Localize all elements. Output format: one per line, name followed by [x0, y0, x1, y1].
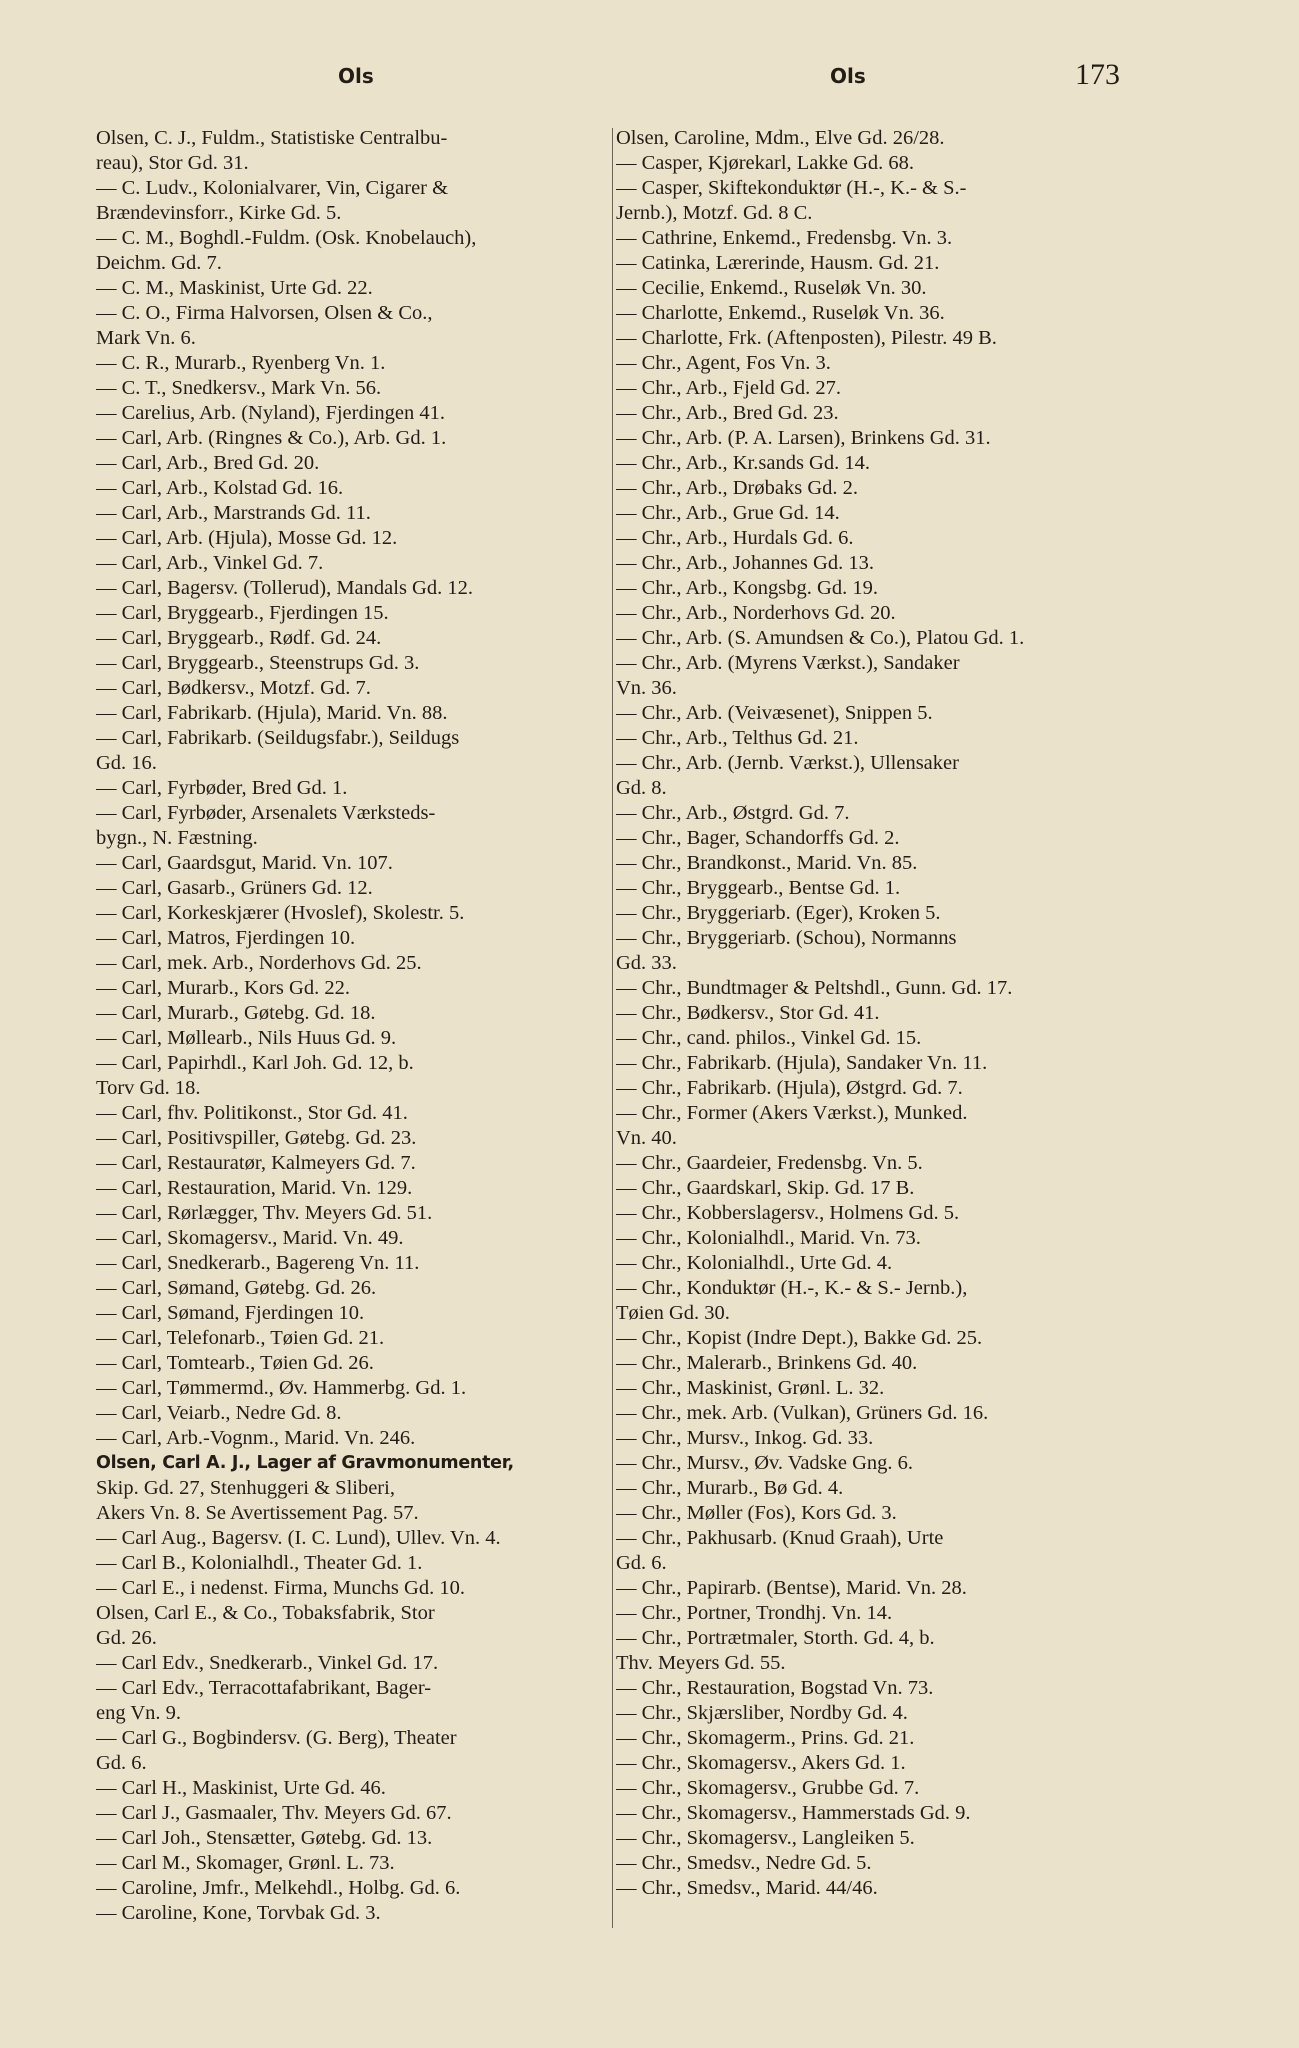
directory-line: — Carl, Rørlægger, Thv. Meyers Gd. 51. — [96, 1202, 433, 1224]
directory-line: — Casper, Kjørekarl, Lakke Gd. 68. — [616, 152, 915, 174]
directory-line: — Carl, Matros, Fjerdingen 10. — [96, 927, 356, 949]
directory-line: — Chr., Murarb., Bø Gd. 4. — [616, 1477, 844, 1499]
directory-line: — Chr., Arb., Drøbaks Gd. 2. — [616, 477, 859, 499]
directory-line: — Carl Aug., Bagersv. (I. C. Lund), Ullev. Vn. 4. — [96, 1527, 501, 1549]
directory-line: — Carl, Snedkerarb., Bagereng Vn. 11. — [96, 1252, 420, 1274]
directory-line: — Catinka, Lærerinde, Hausm. Gd. 21. — [616, 252, 940, 274]
directory-line: Skip. Gd. 27, Stenhuggeri & Sliberi, — [96, 1477, 395, 1499]
directory-line: — Carl, Arb., Bred Gd. 20. — [96, 452, 320, 474]
directory-line: — Carl, Gasarb., Grüners Gd. 12. — [96, 877, 373, 899]
directory-line: — Chr., Fabrikarb. (Hjula), Østgrd. Gd. 7. — [616, 1077, 963, 1099]
directory-line: — Carl, Arb., Vinkel Gd. 7. — [96, 552, 324, 574]
directory-line: Olsen, C. J., Fuldm., Statistiske Centralbu- — [96, 127, 448, 149]
directory-line: — Carl, Fabrikarb. (Seildugsfabr.), Seildugs — [96, 727, 460, 749]
directory-line: Torv Gd. 18. — [96, 1077, 201, 1099]
directory-line: — Chr., Bryggeriarb. (Schou), Normanns — [616, 927, 957, 949]
directory-line: — Chr., Portrætmaler, Storth. Gd. 4, b. — [616, 1627, 935, 1649]
directory-line: — Chr., Gaardeier, Fredensbg. Vn. 5. — [616, 1152, 923, 1174]
directory-line: — Caroline, Kone, Torvbak Gd. 3. — [96, 1902, 381, 1924]
directory-line: — Carl E., i nedenst. Firma, Munchs Gd. 10. — [96, 1577, 465, 1599]
directory-line: — Chr., Bødkersv., Stor Gd. 41. — [616, 1002, 880, 1024]
directory-line: — Chr., Konduktør (H.-, K.- & S.- Jernb.), — [616, 1277, 968, 1299]
page-number: 173 — [1075, 58, 1120, 91]
directory-line: bygn., N. Fæstning. — [96, 827, 258, 849]
directory-line: — Carl, Bryggearb., Rødf. Gd. 24. — [96, 627, 382, 649]
directory-line: — Chr., Arb., Telthus Gd. 21. — [616, 727, 859, 749]
directory-line: — Chr., Brandkonst., Marid. Vn. 85. — [616, 852, 918, 874]
directory-line: eng Vn. 9. — [96, 1702, 182, 1724]
directory-line: — Carl H., Maskinist, Urte Gd. 46. — [96, 1777, 386, 1799]
directory-line: — Chr., Maskinist, Grønl. L. 32. — [616, 1377, 885, 1399]
directory-line: — Chr., Arb., Kongsbg. Gd. 19. — [616, 577, 878, 599]
directory-line: — Carl Joh., Stensætter, Gøtebg. Gd. 13. — [96, 1827, 433, 1849]
directory-line: — Carl, Bryggearb., Fjerdingen 15. — [96, 602, 389, 624]
directory-line: — Carl, Fyrbøder, Bred Gd. 1. — [96, 777, 348, 799]
directory-line: — Chr., Skomagersv., Akers Gd. 1. — [616, 1752, 906, 1774]
directory-line: — Carl, Korkeskjærer (Hvoslef), Skolestr. 5. — [96, 902, 465, 924]
left-column — [96, 126, 601, 1926]
directory-line: Gd. 8. — [616, 777, 667, 799]
directory-line: — Carl, Arb.-Vognm., Marid. Vn. 246. — [96, 1427, 416, 1449]
directory-line: — Chr., Arb. (Jernb. Værkst.), Ullensaker — [616, 752, 959, 774]
directory-line: — Chr., Arb., Kr.sands Gd. 14. — [616, 452, 870, 474]
directory-line: — Chr., Skjærsliber, Nordby Gd. 4. — [616, 1702, 908, 1724]
directory-line: Gd. 6. — [96, 1752, 147, 1774]
directory-line: — Chr., Kolonialhdl., Urte Gd. 4. — [616, 1252, 893, 1274]
directory-line: Brændevinsforr., Kirke Gd. 5. — [96, 202, 342, 224]
directory-line: — Carl, Gaardsgut, Marid. Vn. 107. — [96, 852, 393, 874]
directory-line: — Caroline, Jmfr., Melkehdl., Holbg. Gd. 6. — [96, 1877, 461, 1899]
header-center-guide: Ols — [830, 64, 866, 88]
directory-line: — Carl, mek. Arb., Norderhovs Gd. 25. — [96, 952, 422, 974]
right-column — [616, 126, 1131, 1901]
running-header — [0, 58, 1299, 104]
directory-line: — Chr., Papirarb. (Bentse), Marid. Vn. 28. — [616, 1577, 967, 1599]
directory-line: — Chr., Skomagerm., Prins. Gd. 21. — [616, 1727, 915, 1749]
directory-line: — Carl, Bagersv. (Tollerud), Mandals Gd. 12. — [96, 577, 473, 599]
directory-line: — Chr., Arb., Fjeld Gd. 27. — [616, 377, 841, 399]
directory-line: Thv. Meyers Gd. 55. — [616, 1652, 786, 1674]
directory-line: reau), Stor Gd. 31. — [96, 152, 249, 174]
directory-line: — Carl, Arb. (Ringnes & Co.), Arb. Gd. 1. — [96, 427, 447, 449]
directory-line: — Cathrine, Enkemd., Fredensbg. Vn. 3. — [616, 227, 953, 249]
directory-line: — Chr., Møller (Fos), Kors Gd. 3. — [616, 1502, 897, 1524]
directory-line: — Charlotte, Frk. (Aftenposten), Pilestr. 49 B. — [616, 327, 997, 349]
header-left-guide: Ols — [338, 64, 374, 88]
directory-line: — Chr., Arb. (Myrens Værkst.), Sandaker — [616, 652, 960, 674]
directory-line: — Chr., Smedsv., Nedre Gd. 5. — [616, 1852, 872, 1874]
directory-line: — Carl, Møllearb., Nils Huus Gd. 9. — [96, 1027, 397, 1049]
directory-line: Deichm. Gd. 7. — [96, 252, 222, 274]
directory-line: — Carl, Restauratør, Kalmeyers Gd. 7. — [96, 1152, 416, 1174]
directory-line: — Chr., Mursv., Øv. Vadske Gng. 6. — [616, 1452, 914, 1474]
directory-line: — Chr., Pakhusarb. (Knud Graah), Urte — [616, 1527, 944, 1549]
directory-line: — Carl, Skomagersv., Marid. Vn. 49. — [96, 1227, 404, 1249]
directory-line: — Carl, Arb., Kolstad Gd. 16. — [96, 477, 344, 499]
directory-line: — Chr., mek. Arb. (Vulkan), Grüners Gd. 16. — [616, 1402, 989, 1424]
directory-line: — Carl J., Gasmaaler, Thv. Meyers Gd. 67. — [96, 1802, 452, 1824]
directory-line: — C. M., Boghdl.-Fuldm. (Osk. Knobelauch), — [96, 227, 477, 249]
directory-line: — Casper, Skiftekonduktør (H.-, K.- & S.- — [616, 177, 967, 199]
directory-line: Olsen, Caroline, Mdm., Elve Gd. 26/28. — [616, 127, 945, 149]
directory-line: Akers Vn. 8. Se Avertissement Pag. 57. — [96, 1502, 419, 1524]
directory-line: — Carl, Papirhdl., Karl Joh. Gd. 12, b. — [96, 1052, 414, 1074]
directory-line: — Chr., Mursv., Inkog. Gd. 33. — [616, 1427, 874, 1449]
directory-line: — Carl, Fyrbøder, Arsenalets Værksteds- — [96, 802, 436, 824]
directory-line: — Carl, Murarb., Kors Gd. 22. — [96, 977, 350, 999]
directory-line: — Chr., Kobberslagersv., Holmens Gd. 5. — [616, 1202, 960, 1224]
column-divider — [612, 128, 613, 1928]
directory-line: Gd. 33. — [616, 952, 677, 974]
directory-line: — Charlotte, Enkemd., Ruseløk Vn. 36. — [616, 302, 945, 324]
directory-line: — C. T., Snedkersv., Mark Vn. 56. — [96, 377, 382, 399]
directory-line: — Chr., Fabrikarb. (Hjula), Sandaker Vn. 11. — [616, 1052, 988, 1074]
directory-line: — Chr., cand. philos., Vinkel Gd. 15. — [616, 1027, 922, 1049]
directory-line: — Chr., Arb., Johannes Gd. 13. — [616, 552, 874, 574]
directory-line: Vn. 36. — [616, 677, 677, 699]
directory-line: — Chr., Portner, Trondhj. Vn. 14. — [616, 1602, 893, 1624]
directory-line: — Carl, Positivspiller, Gøtebg. Gd. 23. — [96, 1127, 417, 1149]
directory-line: — Carl B., Kolonialhdl., Theater Gd. 1. — [96, 1552, 423, 1574]
directory-line: — Chr., Kopist (Indre Dept.), Bakke Gd. 25. — [616, 1327, 983, 1349]
directory-line: — Carl, Telefonarb., Tøien Gd. 21. — [96, 1327, 385, 1349]
directory-line: — C. R., Murarb., Ryenberg Vn. 1. — [96, 352, 386, 374]
directory-line: Jernb.), Motzf. Gd. 8 C. — [616, 202, 813, 224]
directory-line: — Carl, Bryggearb., Steenstrups Gd. 3. — [96, 652, 420, 674]
directory-line: — Cecilie, Enkemd., Ruseløk Vn. 30. — [616, 277, 927, 299]
directory-line: — C. Ludv., Kolonialvarer, Vin, Cigarer & — [96, 177, 449, 199]
directory-line: Gd. 26. — [96, 1627, 157, 1649]
directory-line: — Chr., Bryggeriarb. (Eger), Kroken 5. — [616, 902, 941, 924]
directory-line: Vn. 40. — [616, 1127, 677, 1149]
directory-line: Gd. 16. — [96, 752, 157, 774]
directory-line: — Chr., Malerarb., Brinkens Gd. 40. — [616, 1352, 918, 1374]
directory-line: — Carl G., Bogbindersv. (G. Berg), Theater — [96, 1727, 457, 1749]
directory-line: — Carl, Restauration, Marid. Vn. 129. — [96, 1177, 413, 1199]
directory-line: — Carl, Arb. (Hjula), Mosse Gd. 12. — [96, 527, 398, 549]
directory-line: — Carl, Tømmermd., Øv. Hammerbg. Gd. 1. — [96, 1377, 467, 1399]
directory-line: — Chr., Gaardskarl, Skip. Gd. 17 B. — [616, 1177, 915, 1199]
directory-line: — Carl, Tomtearb., Tøien Gd. 26. — [96, 1352, 374, 1374]
directory-line: — Chr., Arb. (P. A. Larsen), Brinkens Gd. 31. — [616, 427, 991, 449]
directory-line: Gd. 6. — [616, 1552, 667, 1574]
directory-line: — Carl, Fabrikarb. (Hjula), Marid. Vn. 88. — [96, 702, 448, 724]
directory-line: Olsen, Carl A. J., Lager af Gravmonumenter, — [96, 1453, 514, 1473]
directory-line: — Carl, Arb., Marstrands Gd. 11. — [96, 502, 371, 524]
directory-line: — Chr., Former (Akers Værkst.), Munked. — [616, 1102, 968, 1124]
directory-line: — Chr., Arb. (Veivæsenet), Snippen 5. — [616, 702, 933, 724]
directory-line: — Chr., Restauration, Bogstad Vn. 73. — [616, 1677, 934, 1699]
directory-line: — Chr., Arb. (S. Amundsen & Co.), Platou Gd. 1. — [616, 627, 1025, 649]
directory-line: — Chr., Skomagersv., Grubbe Gd. 7. — [616, 1777, 920, 1799]
directory-line: — Carl M., Skomager, Grønl. L. 73. — [96, 1852, 395, 1874]
directory-line: — Carl, Sømand, Gøtebg. Gd. 26. — [96, 1277, 377, 1299]
directory-line: Olsen, Carl E., & Co., Tobaksfabrik, Stor — [96, 1602, 435, 1624]
directory-line: — Chr., Arb., Norderhovs Gd. 20. — [616, 602, 896, 624]
directory-line: — Chr., Arb., Hurdals Gd. 6. — [616, 527, 854, 549]
directory-line: — Carl, Veiarb., Nedre Gd. 8. — [96, 1402, 342, 1424]
directory-line: — Chr., Smedsv., Marid. 44/46. — [616, 1877, 878, 1899]
directory-line: — Chr., Skomagersv., Hammerstads Gd. 9. — [616, 1802, 971, 1824]
directory-line: — Chr., Skomagersv., Langleiken 5. — [616, 1827, 915, 1849]
directory-line: Tøien Gd. 30. — [616, 1302, 730, 1324]
directory-line: — Chr., Bundtmager & Peltshdl., Gunn. Gd. 17. — [616, 977, 1013, 999]
directory-line: — Carl Edv., Snedkerarb., Vinkel Gd. 17. — [96, 1652, 439, 1674]
directory-line: Mark Vn. 6. — [96, 327, 196, 349]
directory-line: — Carl, fhv. Politikonst., Stor Gd. 41. — [96, 1102, 408, 1124]
directory-line: — C. M., Maskinist, Urte Gd. 22. — [96, 277, 373, 299]
directory-line: — C. O., Firma Halvorsen, Olsen & Co., — [96, 302, 433, 324]
directory-line: — Chr., Bryggearb., Bentse Gd. 1. — [616, 877, 901, 899]
directory-line: — Chr., Agent, Fos Vn. 3. — [616, 352, 831, 374]
directory-line: — Chr., Kolonialhdl., Marid. Vn. 73. — [616, 1227, 921, 1249]
directory-line: — Carelius, Arb. (Nyland), Fjerdingen 41. — [96, 402, 446, 424]
directory-line: — Chr., Arb., Grue Gd. 14. — [616, 502, 840, 524]
directory-line: — Carl, Murarb., Gøtebg. Gd. 18. — [96, 1002, 376, 1024]
directory-line: — Carl, Bødkersv., Motzf. Gd. 7. — [96, 677, 371, 699]
directory-line: — Chr., Arb., Østgrd. Gd. 7. — [616, 802, 850, 824]
directory-line: — Carl Edv., Terracottafabrikant, Bager- — [96, 1677, 432, 1699]
directory-line: — Chr., Bager, Schandorffs Gd. 2. — [616, 827, 900, 849]
directory-line: — Carl, Sømand, Fjerdingen 10. — [96, 1302, 365, 1324]
directory-line: — Chr., Arb., Bred Gd. 23. — [616, 402, 839, 424]
